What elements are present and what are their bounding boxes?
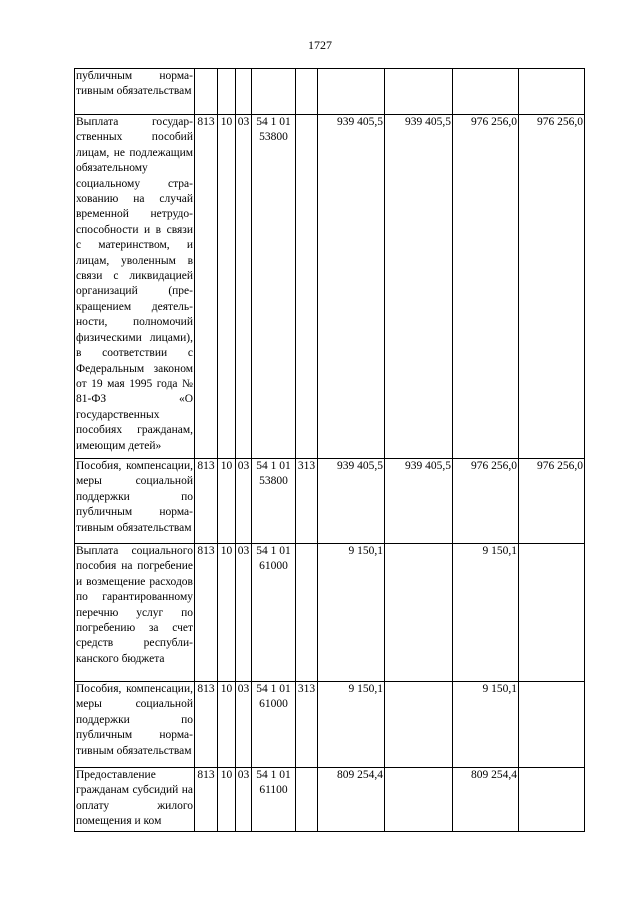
section-cell: 10 bbox=[218, 682, 236, 768]
amount-cell-2 bbox=[385, 544, 453, 682]
row-name-cell: публичным нормативным обязательствам bbox=[75, 69, 195, 115]
subsection-cell: 03 bbox=[236, 768, 252, 832]
amount-cell-2 bbox=[385, 682, 453, 768]
row-name-cell: Выплата социального пособия на погребение и возмещение расходов по гарантированному перечню услуг по погребению за счет средств республиканского бюджета bbox=[75, 544, 195, 682]
page-number: 1727 bbox=[308, 38, 332, 52]
amount-cell-3: 976 256,0 bbox=[453, 459, 519, 544]
target-article-cell: 54 1 01 61100 bbox=[252, 768, 296, 832]
amount-cell-3: 9 150,1 bbox=[453, 544, 519, 682]
amount-cell-3 bbox=[453, 69, 519, 115]
amount-cell-1: 939 405,5 bbox=[318, 115, 385, 459]
target-article-cell bbox=[252, 69, 296, 115]
amount-cell-4: 976 256,0 bbox=[519, 459, 585, 544]
amount-cell-4 bbox=[519, 69, 585, 115]
table-row bbox=[75, 69, 585, 115]
table-row bbox=[75, 544, 585, 682]
section-cell: 10 bbox=[218, 768, 236, 832]
section-cell: 10 bbox=[218, 115, 236, 459]
grbs-cell: 813 bbox=[195, 459, 218, 544]
row-name-cell: Выплата государственных пособий лицам, не подлежащим обязательному социальному страхованию на случай временной нетрудоспособности и в связи с материнством, и лицам, уволенным в связи с ликвидацией организаций (прекращением деятельности, полномочий физическими лицами), в соответствии с Федеральным законом от 19 мая 1995 года № 81-ФЗ «О государственных пособиях гражданам, имеющим детей» bbox=[75, 115, 195, 459]
table-row bbox=[75, 459, 585, 544]
subsection-cell: 03 bbox=[236, 682, 252, 768]
table-row bbox=[75, 682, 585, 768]
table-row bbox=[75, 115, 585, 459]
amount-cell-3: 809 254,4 bbox=[453, 768, 519, 832]
amount-cell-1: 9 150,1 bbox=[318, 682, 385, 768]
expense-type-cell bbox=[296, 69, 318, 115]
amount-cell-2 bbox=[385, 69, 453, 115]
amount-cell-4 bbox=[519, 544, 585, 682]
section-cell: 10 bbox=[218, 459, 236, 544]
grbs-cell: 813 bbox=[195, 115, 218, 459]
row-name-cell: Предоставление гражданам субсидий на оплату жилого помещения и ком bbox=[75, 768, 195, 832]
grbs-cell: 813 bbox=[195, 682, 218, 768]
amount-cell-1: 809 254,4 bbox=[318, 768, 385, 832]
target-article-cell: 54 1 01 61000 bbox=[252, 544, 296, 682]
section-cell: 10 bbox=[218, 544, 236, 682]
grbs-cell: 813 bbox=[195, 544, 218, 682]
row-name-cell: Пособия, компенсации, меры социальной поддержки по публичным нормативным обязательствам bbox=[75, 459, 195, 544]
amount-cell-1: 939 405,5 bbox=[318, 459, 385, 544]
target-article-cell: 54 1 01 53800 bbox=[252, 459, 296, 544]
amount-cell-4 bbox=[519, 682, 585, 768]
expense-type-cell bbox=[296, 544, 318, 682]
table-row bbox=[75, 768, 585, 832]
amount-cell-4: 976 256,0 bbox=[519, 115, 585, 459]
amount-cell-4 bbox=[519, 768, 585, 832]
subsection-cell: 03 bbox=[236, 459, 252, 544]
section-cell bbox=[218, 69, 236, 115]
expense-type-cell: 313 bbox=[296, 682, 318, 768]
target-article-cell: 54 1 01 61000 bbox=[252, 682, 296, 768]
budget-table bbox=[74, 68, 585, 832]
amount-cell-3: 9 150,1 bbox=[453, 682, 519, 768]
subsection-cell bbox=[236, 69, 252, 115]
grbs-cell: 813 bbox=[195, 768, 218, 832]
subsection-cell: 03 bbox=[236, 544, 252, 682]
amount-cell-3: 976 256,0 bbox=[453, 115, 519, 459]
expense-type-cell: 313 bbox=[296, 459, 318, 544]
row-name-cell: Пособия, компенсации, меры социальной поддержки по публичным нормативным обязательствам bbox=[75, 682, 195, 768]
amount-cell-2: 939 405,5 bbox=[385, 459, 453, 544]
expense-type-cell bbox=[296, 115, 318, 459]
subsection-cell: 03 bbox=[236, 115, 252, 459]
amount-cell-1 bbox=[318, 69, 385, 115]
target-article-cell: 54 1 01 53800 bbox=[252, 115, 296, 459]
expense-type-cell bbox=[296, 768, 318, 832]
amount-cell-2: 939 405,5 bbox=[385, 115, 453, 459]
grbs-cell bbox=[195, 69, 218, 115]
amount-cell-2 bbox=[385, 768, 453, 832]
amount-cell-1: 9 150,1 bbox=[318, 544, 385, 682]
